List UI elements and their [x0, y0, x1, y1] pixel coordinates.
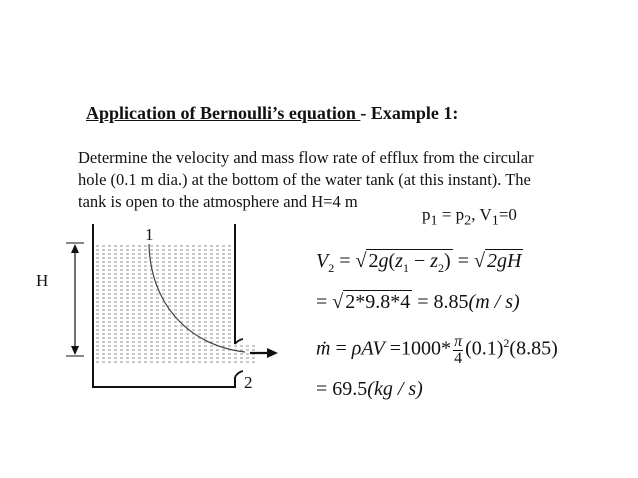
eq1-radicand-2: 2gH — [486, 250, 522, 272]
eq1-z1-sub: 1 — [402, 261, 409, 275]
eq4-result: = 69.5 — [316, 378, 368, 400]
eq3-equals: = — [330, 337, 352, 360]
eq1-close: ) — [444, 250, 451, 272]
title-underlined: Application of Bernoulli’s equation — [86, 103, 361, 123]
cond-v: , V — [471, 205, 492, 224]
eq1-sub: 2 — [328, 261, 335, 275]
eq1-equals-2: = — [452, 250, 474, 272]
cond-eq: = p — [437, 205, 465, 224]
eq1-minus: − — [408, 250, 431, 272]
cond-p1-sub: 1 — [430, 212, 438, 229]
eq3-square: 2 — [503, 335, 510, 350]
sqrt-symbol-icon: √ — [473, 250, 485, 272]
eq3-rhoav: ρAV — [351, 337, 385, 360]
water-fill — [95, 244, 233, 364]
eq3-four: 4 — [454, 350, 463, 367]
eq2-unit: (m / s) — [468, 291, 520, 313]
orifice-lip-bottom — [235, 371, 243, 377]
eq1-two: 2 — [368, 250, 379, 272]
eq1-g: g — [378, 250, 389, 272]
eq3-pi: π — [454, 333, 463, 350]
eq2-radicand: 2*9.8*4 — [345, 291, 411, 313]
eq3-velocity: (8.85) — [509, 337, 558, 360]
eq4-unit: (kg / s) — [367, 378, 423, 400]
h-dim-arrow-down — [71, 346, 79, 355]
eq3-density: =1000* — [384, 337, 452, 360]
eq1-z2-sub: 2 — [438, 261, 445, 275]
height-label: H — [36, 271, 49, 290]
title-rest: - Example 1: — [360, 103, 459, 123]
problem-line-2: hole (0.1 m dia.) at the bottom of the water tank (at this instant). The — [78, 170, 531, 189]
sqrt-symbol-icon: √ — [332, 291, 344, 313]
point-1-label: 1 — [145, 225, 154, 244]
sqrt-symbol-icon: √ — [355, 250, 367, 272]
cond-p2-sub: 2 — [464, 212, 472, 229]
problem-line-3: tank is open to the atmosphere and H=4 m — [78, 192, 358, 211]
point-2-label: 2 — [244, 373, 253, 392]
cond-p1: p — [422, 205, 431, 224]
eq3-diameter: (0.1) — [465, 337, 504, 360]
h-dim-arrow-up — [71, 244, 79, 253]
eq1-equals: = — [334, 250, 356, 272]
cond-v1-val: =0 — [498, 205, 517, 224]
eq2-equals: = — [316, 291, 333, 313]
problem-line-1: Determine the velocity and mass flow rate of efflux from the circular — [78, 148, 534, 167]
jet-arrow-head — [267, 348, 278, 358]
eq1-v: V — [316, 250, 329, 272]
eq1-open: ( — [388, 250, 396, 272]
eq1-z2: z — [430, 250, 439, 272]
cond-v1-sub: 1 — [491, 212, 499, 229]
eq1-z1: z — [395, 250, 403, 272]
eq2-result: = 8.85 — [412, 291, 469, 313]
eq3-mdot: ṁ — [316, 337, 331, 360]
